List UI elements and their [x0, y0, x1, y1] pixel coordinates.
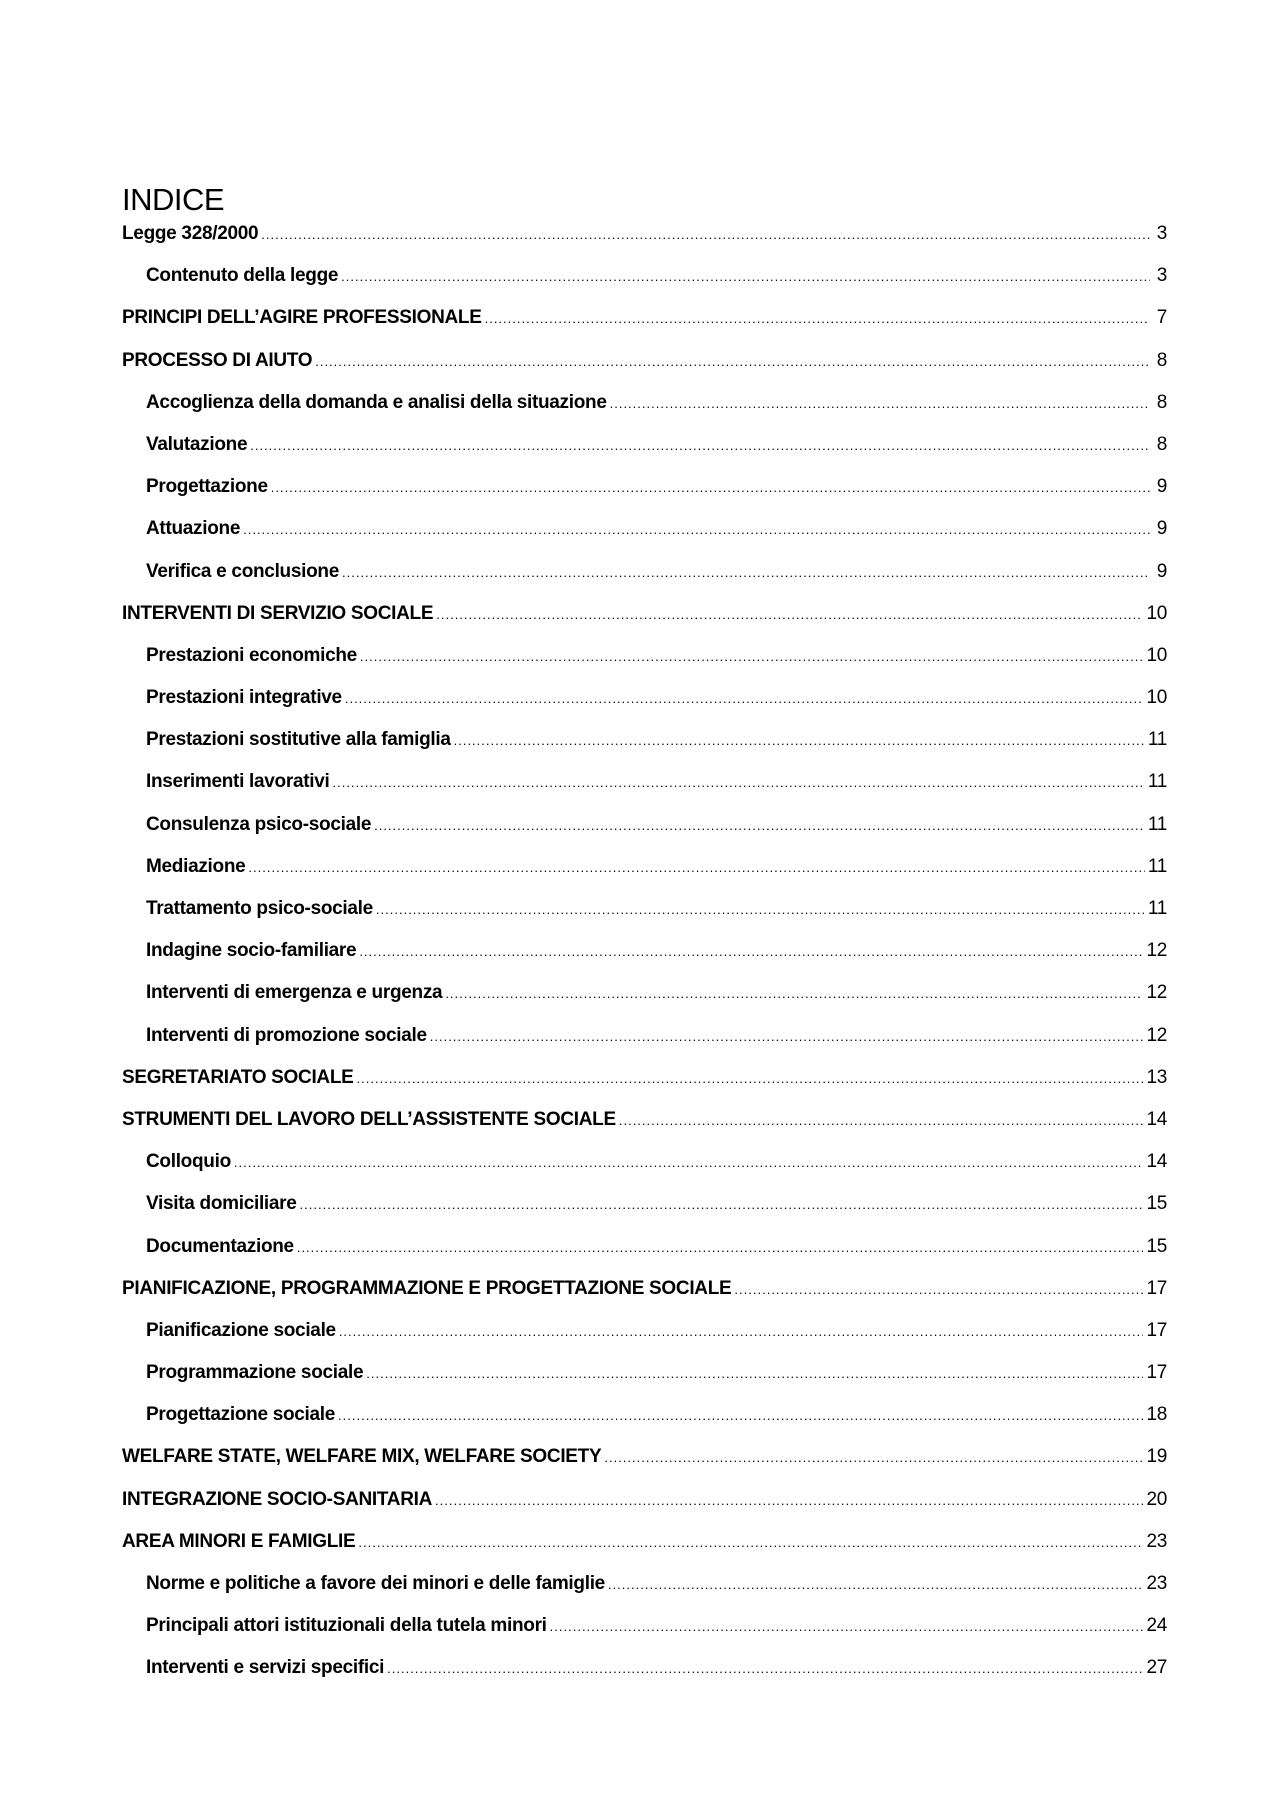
toc-entry-label: Principali attori istituzionali della tutela minori — [146, 1615, 547, 1637]
toc-dot-leader — [376, 902, 1145, 917]
toc-entry-label: Inserimenti lavorativi — [146, 771, 330, 793]
toc-dot-leader — [300, 1197, 1144, 1212]
toc-entry[interactable] — [122, 1404, 1167, 1446]
toc-page-number: 14 — [1146, 1151, 1167, 1173]
toc-entry[interactable] — [122, 307, 1167, 349]
toc-dot-leader — [604, 1450, 1143, 1465]
toc-entry[interactable] — [122, 729, 1167, 771]
toc-entry[interactable] — [122, 476, 1167, 518]
toc-entry[interactable] — [122, 1193, 1167, 1235]
toc-page-number: 17 — [1146, 1277, 1167, 1299]
toc-page-number: 13 — [1146, 1066, 1167, 1088]
toc-entry[interactable] — [122, 265, 1167, 307]
toc-entry-label: Trattamento psico-sociale — [146, 898, 373, 919]
toc-dot-leader — [359, 944, 1143, 959]
toc-page-number: 8 — [1156, 433, 1167, 455]
toc-page-number: 18 — [1146, 1404, 1167, 1426]
toc-entry[interactable] — [122, 771, 1167, 813]
toc-dot-leader — [315, 354, 1150, 369]
toc-page-number: 27 — [1146, 1657, 1167, 1679]
toc-entry[interactable] — [122, 687, 1167, 729]
toc-page-number: 3 — [1156, 265, 1167, 287]
toc-entry-label: Norme e politiche a favore dei minori e delle famiglie — [146, 1573, 605, 1594]
toc-dot-leader — [435, 1493, 1143, 1508]
toc-dot-leader — [485, 311, 1150, 326]
toc-entry-label: Programmazione sociale — [146, 1362, 364, 1384]
table-of-contents — [122, 223, 1167, 1700]
toc-entry[interactable] — [122, 1151, 1167, 1193]
toc-dot-leader — [341, 269, 1150, 284]
toc-dot-leader — [357, 1071, 1144, 1086]
toc-entry-label: Consulenza psico-sociale — [146, 813, 372, 835]
toc-entry-label: Documentazione — [146, 1235, 294, 1257]
toc-page-number: 19 — [1146, 1446, 1167, 1468]
toc-entry[interactable] — [122, 1025, 1167, 1067]
toc-entry-label: Prestazioni sostitutive alla famiglia — [146, 729, 451, 751]
toc-dot-leader — [360, 649, 1144, 664]
toc-entry-label: Prestazioni integrative — [146, 687, 342, 709]
toc-dot-leader — [445, 986, 1143, 1001]
toc-entry-label: Interventi di promozione sociale — [146, 1024, 427, 1046]
toc-entry[interactable] — [122, 1489, 1167, 1531]
toc-page-number: 11 — [1147, 813, 1167, 835]
toc-page-number: 17 — [1146, 1319, 1167, 1341]
toc-entry[interactable] — [122, 982, 1167, 1024]
toc-page-number: 11 — [1147, 855, 1167, 877]
toc-dot-leader — [734, 1282, 1143, 1297]
toc-entry-label: Visita domiciliare — [146, 1193, 297, 1215]
toc-dot-leader — [619, 1113, 1144, 1128]
toc-entry[interactable] — [122, 1573, 1167, 1615]
toc-entry[interactable] — [122, 814, 1167, 856]
toc-page-number: 8 — [1156, 391, 1167, 413]
toc-dot-leader — [261, 227, 1150, 242]
toc-page-number: 7 — [1156, 307, 1167, 329]
toc-dot-leader — [374, 818, 1145, 833]
toc-page-number: 8 — [1156, 349, 1167, 371]
toc-entry-label: Pianificazione sociale — [146, 1319, 336, 1341]
toc-page-number: 14 — [1146, 1108, 1167, 1130]
toc-dot-leader — [358, 1535, 1143, 1550]
toc-entry[interactable] — [122, 645, 1167, 687]
toc-dot-leader — [454, 733, 1145, 748]
toc-page-number: 11 — [1147, 898, 1167, 919]
toc-dot-leader — [297, 1240, 1144, 1255]
toc-entry-label: PRINCIPI DELL’AGIRE PROFESSIONALE — [122, 307, 482, 329]
toc-dot-leader — [342, 565, 1150, 580]
toc-dot-leader — [248, 860, 1144, 875]
toc-entry-label: Indagine socio-familiare — [146, 940, 357, 962]
toc-title: INDICE — [122, 182, 225, 217]
toc-entry[interactable] — [122, 392, 1167, 434]
toc-entry-label: PROCESSO DI AIUTO — [122, 349, 313, 371]
toc-page-number: 11 — [1147, 729, 1167, 751]
toc-entry[interactable] — [122, 1446, 1167, 1488]
toc-dot-leader — [436, 607, 1143, 622]
toc-page-number: 3 — [1156, 223, 1167, 244]
toc-entry-label: WELFARE STATE, WELFARE MIX, WELFARE SOCIETY — [122, 1446, 602, 1468]
toc-entry-label: Verifica e conclusione — [146, 560, 339, 582]
toc-entry-label: SEGRETARIATO SOCIALE — [122, 1066, 354, 1088]
toc-entry-label: Attuazione — [146, 518, 241, 540]
toc-entry[interactable] — [122, 1278, 1167, 1320]
toc-entry-label: Mediazione — [146, 855, 246, 877]
toc-entry[interactable] — [122, 1236, 1167, 1278]
toc-page-number: 9 — [1156, 560, 1167, 582]
toc-entry-label: INTEGRAZIONE SOCIO-SANITARIA — [122, 1488, 433, 1510]
toc-entry[interactable] — [122, 1320, 1167, 1362]
toc-entry[interactable] — [122, 1109, 1167, 1151]
toc-entry-label: AREA MINORI E FAMIGLIE — [122, 1530, 356, 1552]
toc-dot-leader — [430, 1029, 1144, 1044]
toc-entry[interactable] — [122, 1531, 1167, 1573]
toc-entry[interactable] — [122, 1362, 1167, 1404]
toc-page-number: 23 — [1146, 1530, 1167, 1552]
toc-dot-leader — [387, 1661, 1143, 1676]
toc-entry[interactable] — [122, 1615, 1167, 1657]
toc-entry[interactable] — [122, 940, 1167, 982]
toc-entry-label: PIANIFICAZIONE, PROGRAMMAZIONE E PROGETTAZIONE SOCIALE — [122, 1277, 732, 1299]
toc-entry-label: Colloquio — [146, 1151, 231, 1173]
toc-entry-label: STRUMENTI DEL LAVORO DELL’ASSISTENTE SOCIALE — [122, 1108, 616, 1130]
toc-entry-label: INTERVENTI DI SERVIZIO SOCIALE — [122, 602, 434, 624]
toc-entry[interactable] — [122, 1657, 1167, 1699]
toc-dot-leader — [339, 1324, 1144, 1339]
toc-dot-leader — [610, 396, 1150, 411]
toc-entry[interactable] — [122, 856, 1167, 898]
toc-entry[interactable] — [122, 561, 1167, 603]
toc-dot-leader — [366, 1366, 1143, 1381]
toc-dot-leader — [243, 522, 1150, 537]
toc-entry[interactable] — [122, 223, 1167, 265]
toc-entry-label: Progettazione — [146, 476, 268, 498]
toc-entry-label: Prestazioni economiche — [146, 644, 357, 666]
toc-page-number: 12 — [1146, 940, 1167, 962]
toc-dot-leader — [250, 438, 1150, 453]
toc-page-number: 15 — [1146, 1235, 1167, 1257]
toc-entry[interactable] — [122, 434, 1167, 476]
toc-page-number: 11 — [1147, 771, 1167, 793]
toc-dot-leader — [550, 1619, 1144, 1634]
toc-page-number: 15 — [1146, 1193, 1167, 1215]
toc-entry-label: Legge 328/2000 — [122, 223, 259, 244]
toc-page-number: 17 — [1146, 1362, 1167, 1384]
toc-entry[interactable] — [122, 603, 1167, 645]
toc-page-number: 12 — [1146, 982, 1167, 1004]
toc-dot-leader — [332, 775, 1144, 790]
toc-entry-label: Valutazione — [146, 433, 248, 455]
toc-dot-leader — [338, 1408, 1143, 1423]
toc-entry[interactable] — [122, 1067, 1167, 1109]
toc-entry-label: Interventi di emergenza e urgenza — [146, 982, 443, 1004]
toc-page-number: 12 — [1146, 1024, 1167, 1046]
toc-page-number: 9 — [1156, 476, 1167, 498]
toc-page-number: 9 — [1156, 518, 1167, 540]
toc-page-number: 10 — [1146, 602, 1167, 624]
toc-page-number: 20 — [1146, 1488, 1167, 1510]
toc-dot-leader — [345, 691, 1144, 706]
toc-dot-leader — [608, 1577, 1144, 1592]
toc-entry-label: Interventi e servizi specifici — [146, 1657, 385, 1679]
toc-page-number: 10 — [1146, 644, 1167, 666]
toc-dot-leader — [234, 1155, 1144, 1170]
toc-entry-label: Accoglienza della domanda e analisi della situazione — [146, 391, 607, 413]
toc-dot-leader — [271, 480, 1150, 495]
toc-page-number: 10 — [1146, 687, 1167, 709]
toc-entry-label: Contenuto della legge — [146, 265, 339, 287]
toc-entry[interactable] — [122, 898, 1167, 940]
toc-entry[interactable] — [122, 350, 1167, 392]
toc-entry[interactable] — [122, 518, 1167, 560]
toc-page-number: 23 — [1146, 1573, 1167, 1594]
toc-entry-label: Progettazione sociale — [146, 1404, 336, 1426]
toc-page-number: 24 — [1146, 1615, 1167, 1637]
